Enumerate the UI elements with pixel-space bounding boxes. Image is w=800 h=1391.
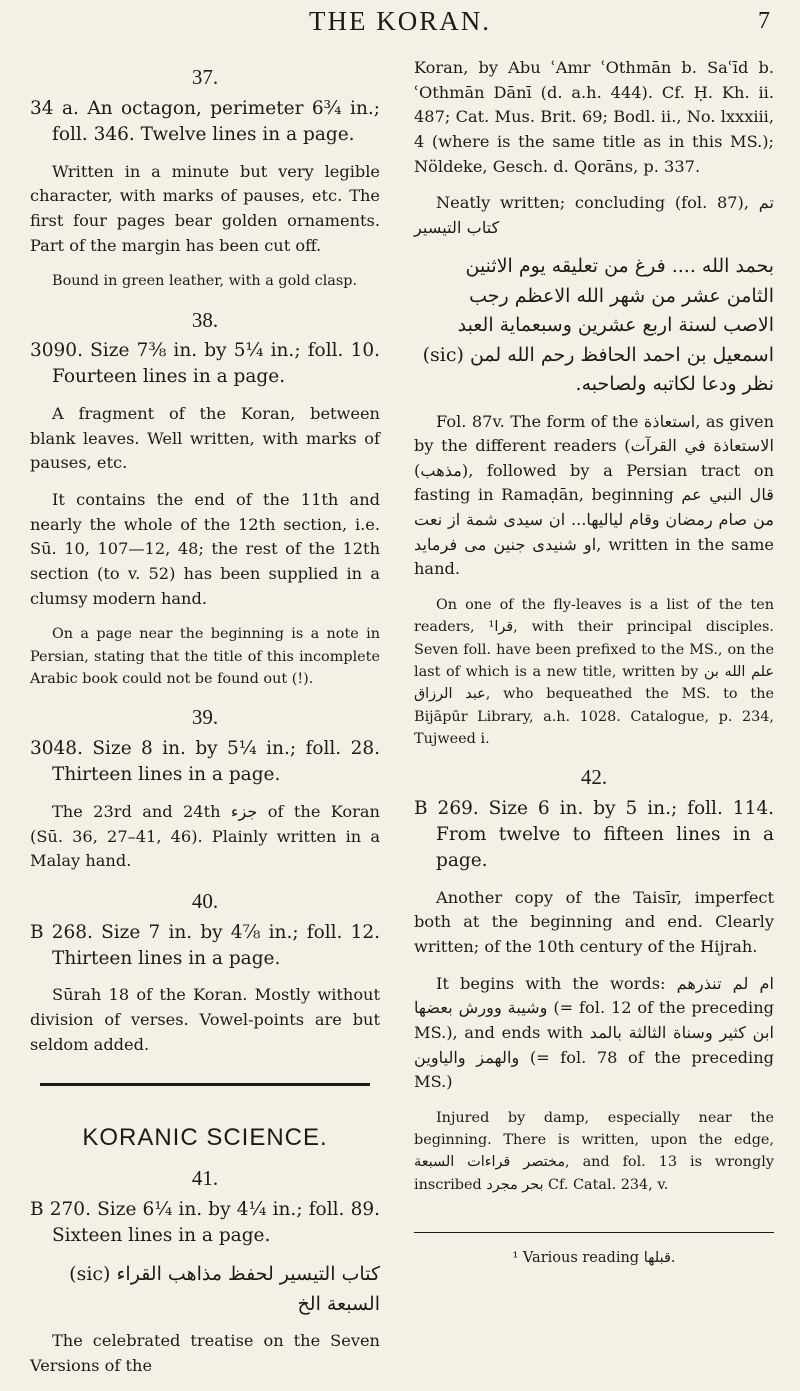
page-header: [0, 2, 800, 50]
entry-42-description: Another copy of the Taisīr, imperfect both at the beginning and end. Clearly written; of the 10th century of the Hijrah.: [414, 887, 774, 957]
entry-heading-40: B 268. Size 7 in. by 4⅞ in.; foll. 12. Thirteen lines in a page.: [30, 921, 380, 969]
entry-41-continuation: Koran, by Abu ʿAmr ʿOthmān b. Saʿīd b. ʿOthmān Dānī (d. a.h. 444). Cf. Ḥ. Kh. ii. 487; Cat. Mus. Brit. 69; Bodl. ii., No. lxxxiii, 4 (where is the same title as in this MS.); Nöldeke, Gesch. d. Qorāns, p. 337.: [414, 58, 774, 176]
entry-41-colophon-arabic: بحمد الله .... فرغ من تعليقه يوم الاثنين الثامن عشر من شهر الله الاعظم رجب الاصب لسنة اربع عشرين وسبعماية العبد اسمعيل بن احمد الحافظ رحم الله لمن (sic) نظر ودعا لكاتبه ولصاحبه.: [422, 255, 774, 396]
section-divider: [40, 1083, 370, 1086]
page-number: 7: [758, 8, 770, 34]
entry-37-description: Written in a minute but very legible character, with marks of pauses, etc. The first four pages bear golden ornaments. Part of the margin has been cut off.: [30, 161, 380, 255]
entry-38-description: A fragment of the Koran, between blank leaves. Well written, with marks of pauses, etc.: [30, 404, 380, 473]
entry-38-contents: It contains the end of the 11th and nearly the whole of the 12th section, i.e. Sū. 10, 107—12, 48; the rest of the 12th section (to v. 52) has been supplied in a clumsy modern hand.: [30, 490, 380, 608]
running-title: THE KORAN.: [309, 6, 491, 36]
entry-number-37: 37.: [191, 65, 219, 89]
entry-heading-37: 34 a. An octagon, perimeter 6¾ in.; foll. 346. Twelve lines in a page.: [30, 97, 380, 145]
entry-number-41: 41.: [191, 1165, 219, 1190]
entry-heading-38: 3090. Size 7⅜ in. by 5¼ in.; foll. 10. Fourteen lines in a page.: [30, 340, 380, 388]
entry-41-arabic-title: كتاب التيسير لحفظ مذاهب القراء (sic) السبعة الخ: [69, 1263, 380, 1315]
entry-38-note: On a page near the beginning is a note in Persian, stating that the title of this incomplete Arabic book could not be found out (!).: [30, 626, 380, 687]
entry-number-40: 40.: [191, 888, 219, 913]
entry-heading-42: B 269. Size 6 in. by 5 in.; foll. 114. From twelve to fifteen lines in a page.: [414, 798, 774, 871]
entry-41-colophon-intro: Neatly written; concluding (fol. 87), تم كتاب التيسير: [414, 193, 774, 237]
entry-41-fol87: Fol. 87v. The form of the استعاذة, as given by the different readers (الاستعاذة في القرآت (مذهب), followed by a Persian tract on fasting in Ramaḍān, beginning قال النبي عم من صام رمضان وقام لياليها... ان سيدى شمة از نعت او شنيدى جنين مى فرمايد, written in the same hand.: [414, 411, 775, 579]
entry-40-description: Sūrah 18 of the Koran. Mostly without division of verses. Vowel-points are but seldom added.: [30, 985, 380, 1054]
entry-heading-39: 3048. Size 8 in. by 5¼ in.; foll. 28. Thirteen lines in a page.: [30, 738, 380, 785]
entry-number-39: 39.: [191, 705, 219, 730]
entry-39-description: The 23rd and 24th جزء of the Koran (Sū. 36, 27–41, 46). Plainly written in a Malay hand.: [30, 801, 380, 871]
entry-41-flyleaves: On one of the fly-leaves is a list of the ten readers, ¹قرا, with their principal disciples. Seven foll. have been prefixed to the MS., on the last of which is a new title, written by علم الله بن عبد الرزاق, who bequeathed the MS. to the Bijāpūr Library, a.h. 1028. Catalogue, p. 234, Tujweed i.: [414, 596, 775, 747]
entry-number-38: 38.: [191, 307, 219, 332]
right-column: [414, 56, 774, 1269]
entry-37-binding: Bound in green leather, with a gold clasp.: [52, 273, 358, 290]
footnote: ¹ Various reading قبلها.: [512, 1250, 676, 1267]
footnote-divider: [414, 1232, 774, 1233]
section-title: KORANIC SCIENCE.: [82, 1124, 328, 1152]
entry-41-description: The celebrated treatise on the Seven Versions of the: [30, 1331, 380, 1375]
entry-42-condition: Injured by damp, especially near the beginning. There is written, upon the edge, مختصر قراءات السبعة, and fol. 13 is wrongly inscribed بحر مجرد Cf. Catal. 234, v.: [414, 1109, 774, 1193]
entry-42-incipit: It begins with the words: ام لم تنذرهم وشيبة وورش بعضها (= fol. 12 of the preceding MS.), and ends with ابن كثير وسناة الثالثة بالمد والهمز والياوين (= fol. 78 of the preceding MS.): [414, 973, 775, 1092]
left-column: [30, 56, 380, 1391]
entry-heading-41: B 270. Size 6¼ in. by 4¼ in.; foll. 89. Sixteen lines in a page.: [30, 1198, 380, 1246]
entry-number-42: 42.: [580, 765, 608, 790]
